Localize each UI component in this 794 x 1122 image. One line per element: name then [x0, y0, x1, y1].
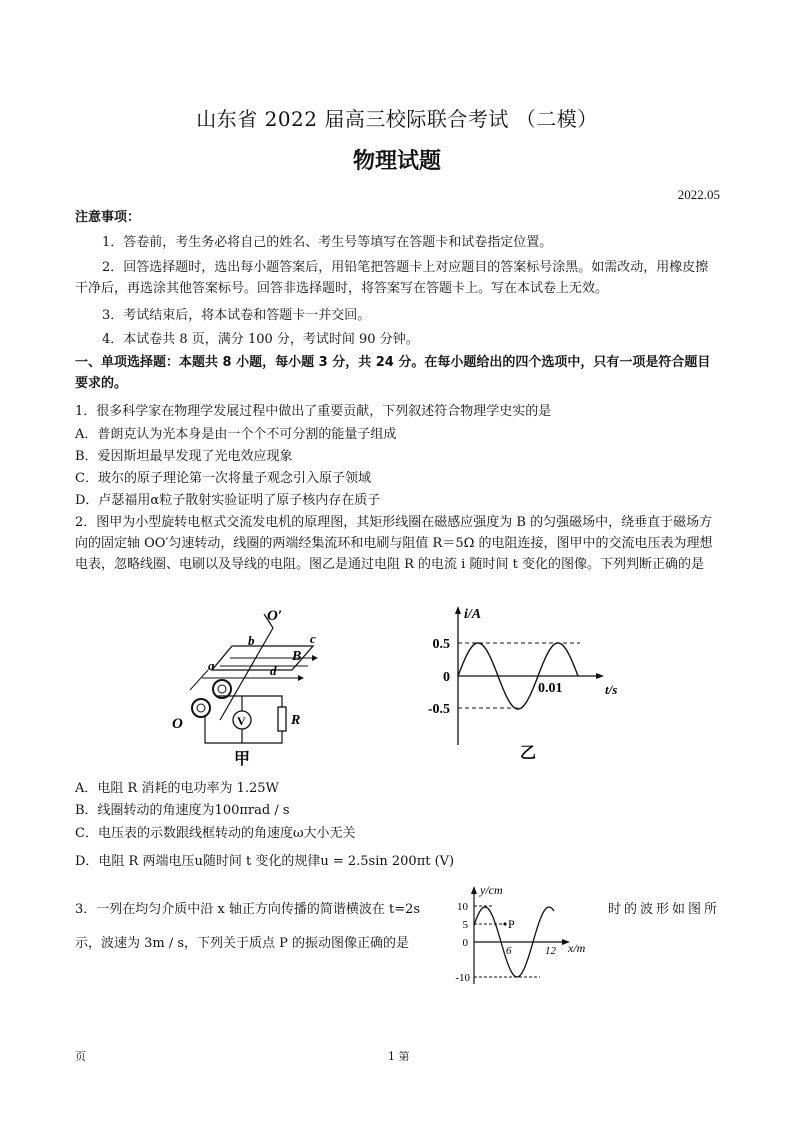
generator-diagram [160, 600, 330, 770]
notice-item-2: 2．回答选择题时，选出每小题答案后，用铅笔把答题卡上对应题目的答案标号涂黑。如需改动，用橡皮擦干净后，再选涂其他答案标号。回答非选择题时，将答案写在答题卡上。写在本试卷上无效。 [75, 260, 709, 296]
subject-title: 物理试题 [352, 149, 441, 174]
wave-xlabel: x/m [568, 941, 586, 955]
wave-ylabel: y/cm [480, 883, 503, 897]
q1-option-d: D．卢瑟福用α粒子散射实验证明了原子核内存在质子 [75, 493, 381, 508]
label-b: b [248, 633, 255, 648]
notice-item-3: 3．考试结束后，将本试卷和答题卡一并交回。 [102, 308, 371, 323]
q2-option-b: B．线圈转动的角速度为100πrad / s [75, 803, 290, 818]
notice-item-1: 1．答卷前，考生务必将自己的姓名、考生号等填写在答题卡和试卷指定位置。 [102, 235, 553, 250]
exam-date: 2022.05 [677, 187, 720, 202]
q1-option-a: A．普朗克认为光本身是由一个个不可分割的能量子组成 [75, 427, 397, 442]
current-time-graph [420, 600, 640, 770]
q3-stem-part1: 3．一列在均匀介质中沿 x 轴正方向传播的简谐横波在 t=2s [75, 902, 421, 917]
wave-tick-5: 5 [462, 919, 468, 931]
label-a: a [208, 658, 215, 673]
q1-stem: 1．很多科学家在物理学发展过程中做出了重要贡献，下列叙述符合物理学史实的是 [75, 404, 552, 419]
fig-jia-caption: 甲 [233, 751, 251, 768]
notice-item-4: 4．本试卷共 8 页，满分 100 分，考试时间 90 分钟。 [102, 332, 419, 347]
graph-ylabel: i/A [464, 607, 482, 622]
wave-point-p: P [508, 917, 515, 931]
notice-heading: 注意事项： [75, 210, 141, 225]
wave-tick-10: 10 [457, 901, 468, 913]
wave-tick-neg10: -10 [455, 972, 470, 984]
tick-y-neg: -0.5 [427, 702, 450, 717]
q2-option-a: A．电阻 R 消耗的电功率为 1.25W [75, 781, 279, 796]
label-r: R [291, 713, 301, 728]
q1-option-c: C．玻尔的原子理论第一次将量子观念引入原子领域 [75, 471, 371, 486]
label-o-prime: O′ [267, 608, 283, 624]
wave-tick-x6: 6 [506, 945, 512, 957]
label-c: c [310, 631, 316, 646]
q2-option-c: C．电压表的示数跟线框转动的角速度ω大小无关 [75, 826, 356, 841]
footer-left: 页 [75, 1050, 86, 1063]
wave-tick-0: 0 [462, 937, 468, 949]
q1-option-b: B．爱因斯坦最早发现了光电效应现象 [75, 449, 293, 464]
q3-stem-part2: 时的波形如图所 [608, 902, 721, 917]
label-d: d [270, 663, 277, 678]
exam-title: 山东省 2022 届高三校际联合考试 （二模） [196, 107, 598, 131]
q3-stem-part3: 示，波速为 3m / s，下列关于质点 P 的振动图像正确的是 [75, 936, 410, 951]
tick-y-pos: 0.5 [432, 637, 450, 652]
wave-graph [448, 882, 598, 988]
q2-option-d: D．电阻 R 两端电压u随时间 t 变化的规律u = 2.5sin 200πt (V) [75, 854, 455, 869]
tick-y-zero: 0 [443, 670, 450, 685]
fig-yi-caption: 乙 [519, 745, 537, 762]
tick-x: 0.01 [538, 681, 563, 696]
q2-stem: 2．图甲为小型旋转电枢式交流发电机的原理图，其矩形线圈在磁感应强度为 B 的匀强磁场中，绕垂直于磁场方向的固定轴 OO′匀速转动，线圈的两端经集流环和电刷与阻值 R＝5Ω 的电阻连接，图甲中的交流电压表为理想电表，忽略线圈、电刷以及导线的电阻。图乙是通过电阻 R 的电流 i 随时间 t 变化的图像。下列判断正确的是 [75, 515, 713, 572]
graph-xlabel: t/s [605, 682, 618, 697]
wave-tick-x12: 12 [545, 945, 556, 957]
point-p-marker [503, 922, 506, 925]
label-o: O [172, 716, 183, 732]
footer-page: 1 第 [388, 1050, 410, 1063]
voltmeter-label: V [237, 714, 246, 728]
section-heading: 一、单项选择题：本题共 8 小题，每小题 3 分，共 24 分。在每小题给出的四个选项中，只有一项是符合题目要求的。 [75, 355, 711, 391]
label-field-b: B [292, 649, 302, 664]
